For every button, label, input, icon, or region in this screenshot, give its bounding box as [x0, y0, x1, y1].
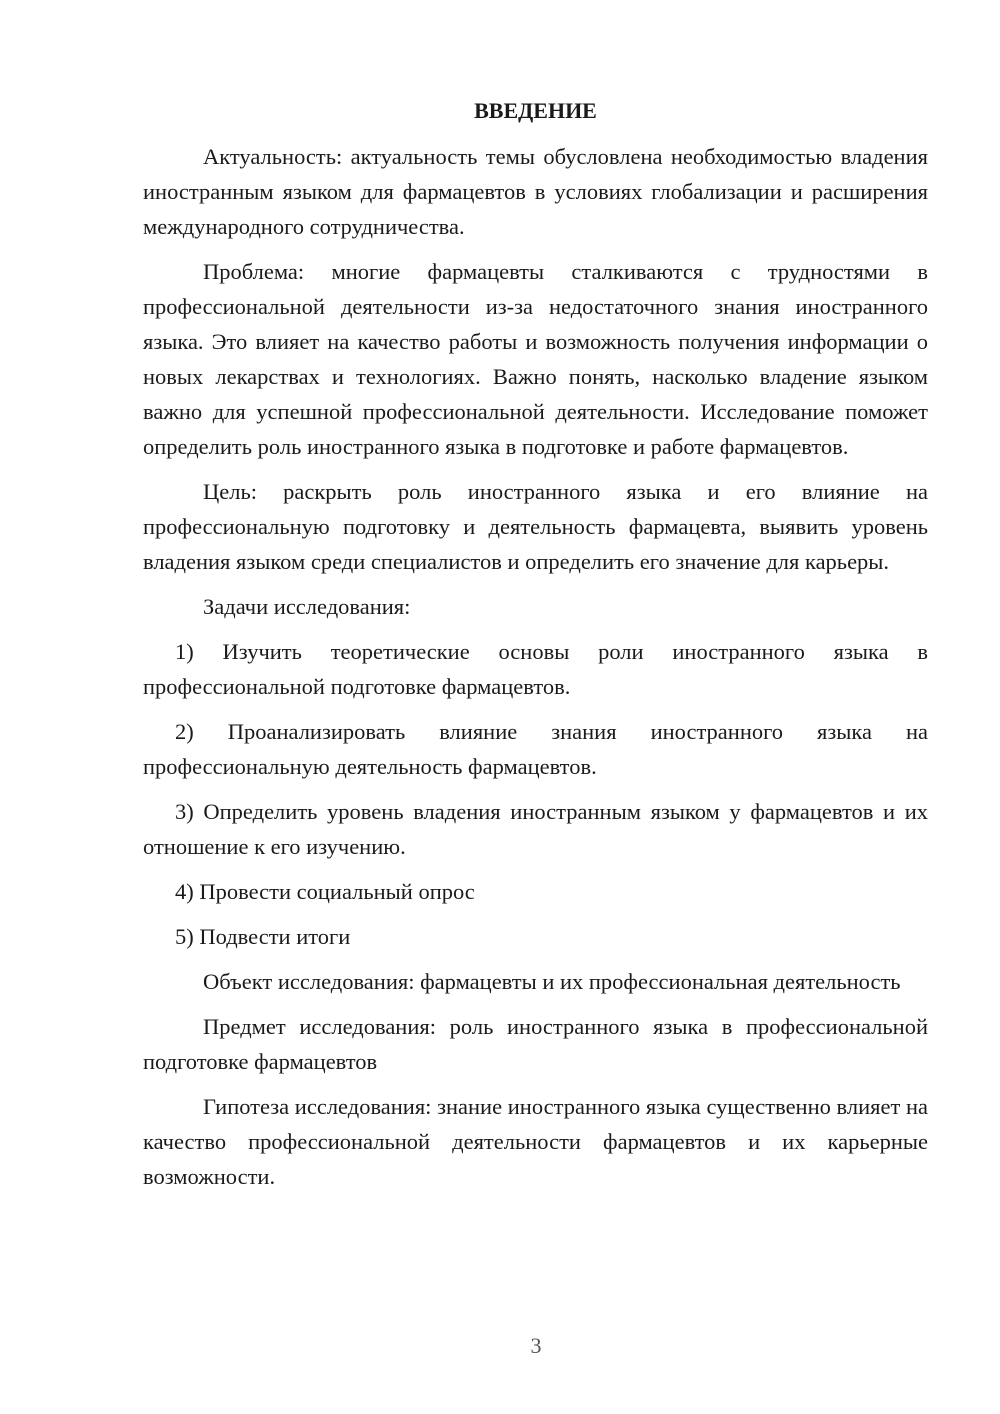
- problem-paragraph: Проблема: многие фармацевты сталкиваются с трудностями в профессиональной деятельности из-за недостаточного знания иностранного языка. Это влияет на качество работы и возможность получения информации о новых лекарствах и технологиях. Важно понять, насколько владение языком важно для успешной профессиональной деятельности. Исследование поможет определить роль иностранного языка в подготовке и работе фармацевтов.: [143, 259, 928, 459]
- task-item-3: 3) Определить уровень владения иностранным языком у фармацевтов и их отношение к его изучению.: [143, 799, 928, 859]
- task-item-2: 2) Проанализировать влияние знания иностранного языка на профессиональную деятельность фармацевтов.: [143, 719, 928, 779]
- hypothesis-paragraph: Гипотеза исследования: знание иностранного языка существенно влияет на качество профессиональной деятельности фармацевтов и их карьерные возможности.: [143, 1094, 928, 1189]
- task-item-4: 4) Провести социальный опрос: [175, 879, 475, 904]
- goal-paragraph: Цель: раскрыть роль иностранного языка и его влияние на профессиональную подготовку и деятельность фармацевта, выявить уровень владения языком среди специалистов и определить его значение для карьеры.: [143, 479, 928, 574]
- page-content: [143, 96, 928, 1194]
- page-number: 3: [530, 1333, 542, 1358]
- section-heading: ВВЕДЕНИЕ: [474, 98, 597, 123]
- relevance-paragraph: Актуальность: актуальность темы обусловлена необходимостью владения иностранным языком для фармацевтов в условиях глобализации и расширения международного сотрудничества.: [143, 144, 928, 239]
- task-item-5: 5) Подвести итоги: [175, 924, 351, 949]
- object-paragraph: Объект исследования: фармацевты и их профессиональная деятельность: [203, 969, 901, 994]
- subject-paragraph: Предмет исследования: роль иностранного языка в профессиональной подготовке фармацевтов: [143, 1014, 928, 1074]
- task-item-1: 1) Изучить теоретические основы роли иностранного языка в профессиональной подготовке фармацевтов.: [143, 639, 928, 699]
- tasks-title: Задачи исследования:: [203, 594, 411, 619]
